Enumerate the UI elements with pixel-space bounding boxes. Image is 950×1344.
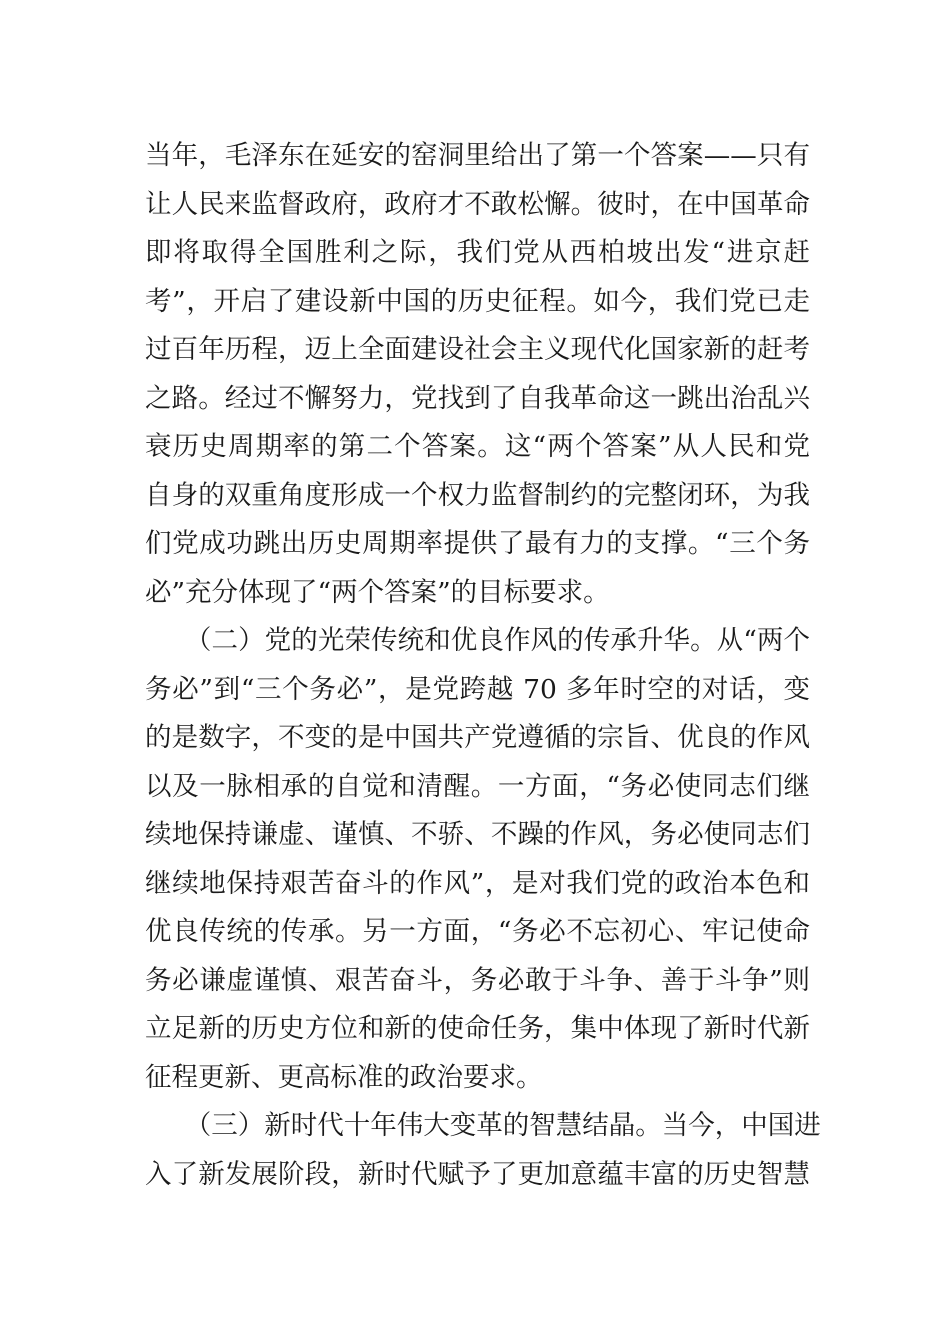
text-line: 优良传统的传承。另一方面，“务必不忘初心、牢记使命 xyxy=(145,916,810,947)
text-line: 征程更新、更高标准的政治要求。 xyxy=(145,1061,543,1093)
text-line: 之路。经过不懈努力，党找到了自我革命这一跳出治乱兴 xyxy=(145,382,810,414)
text-line: 即将取得全国胜利之际，我们党从西柏坡出发“进京赶 xyxy=(145,237,810,268)
text-line: 继续地保持艰苦奋斗的作风”，是对我们党的政治本色和 xyxy=(145,867,810,899)
text-line: 考”，开启了建设新中国的历史征程。如今，我们党已走 xyxy=(145,285,810,317)
text-line: 的是数字，不变的是中国共产党遵循的宗旨、优良的作风 xyxy=(145,722,810,753)
text-line: 让人民来监督政府，政府才不敢松懈。彼时，在中国革命 xyxy=(145,188,810,220)
text-line: 以及一脉相承的自觉和清醒。一方面，“务必使同志们继 xyxy=(145,770,810,802)
text-line: 必”充分体现了“两个答案”的目标要求。 xyxy=(145,576,610,608)
text-line: 续地保持谦虚、谨慎、不骄、不躁的作风，务必使同志们 xyxy=(145,819,810,850)
text-line: 衰历史周期率的第二个答案。这“两个答案”从人民和党 xyxy=(145,431,810,462)
text-line: 务必”到“三个务必”，是党跨越 70 多年时空的对话，变 xyxy=(145,673,810,705)
text-line: 过百年历程，迈上全面建设社会主义现代化国家新的赶考 xyxy=(145,334,810,365)
text-line: （三）新时代十年伟大变革的智慧结晶。当今，中国进 xyxy=(145,1110,821,1141)
text-line: （二）党的光荣传统和优良作风的传承升华。从“两个 xyxy=(145,625,810,656)
text-line: 立足新的历史方位和新的使命任务，集中体现了新时代新 xyxy=(145,1013,810,1044)
text-line: 们党成功跳出历史周期率提供了最有力的支撑。“三个务 xyxy=(145,528,810,559)
text-line: 当年，毛泽东在延安的窑洞里给出了第一个答案——只有 xyxy=(145,140,810,171)
text-line: 务必谦虚谨慎、艰苦奋斗，务必敢于斗争、善于斗争”则 xyxy=(145,964,810,996)
body-text xyxy=(145,132,821,1199)
text-line: 入了新发展阶段，新时代赋予了更加意蕴丰富的历史智慧 xyxy=(145,1158,810,1190)
text-line: 自身的双重角度形成一个权力监督制约的完整闭环，为我 xyxy=(145,479,810,511)
